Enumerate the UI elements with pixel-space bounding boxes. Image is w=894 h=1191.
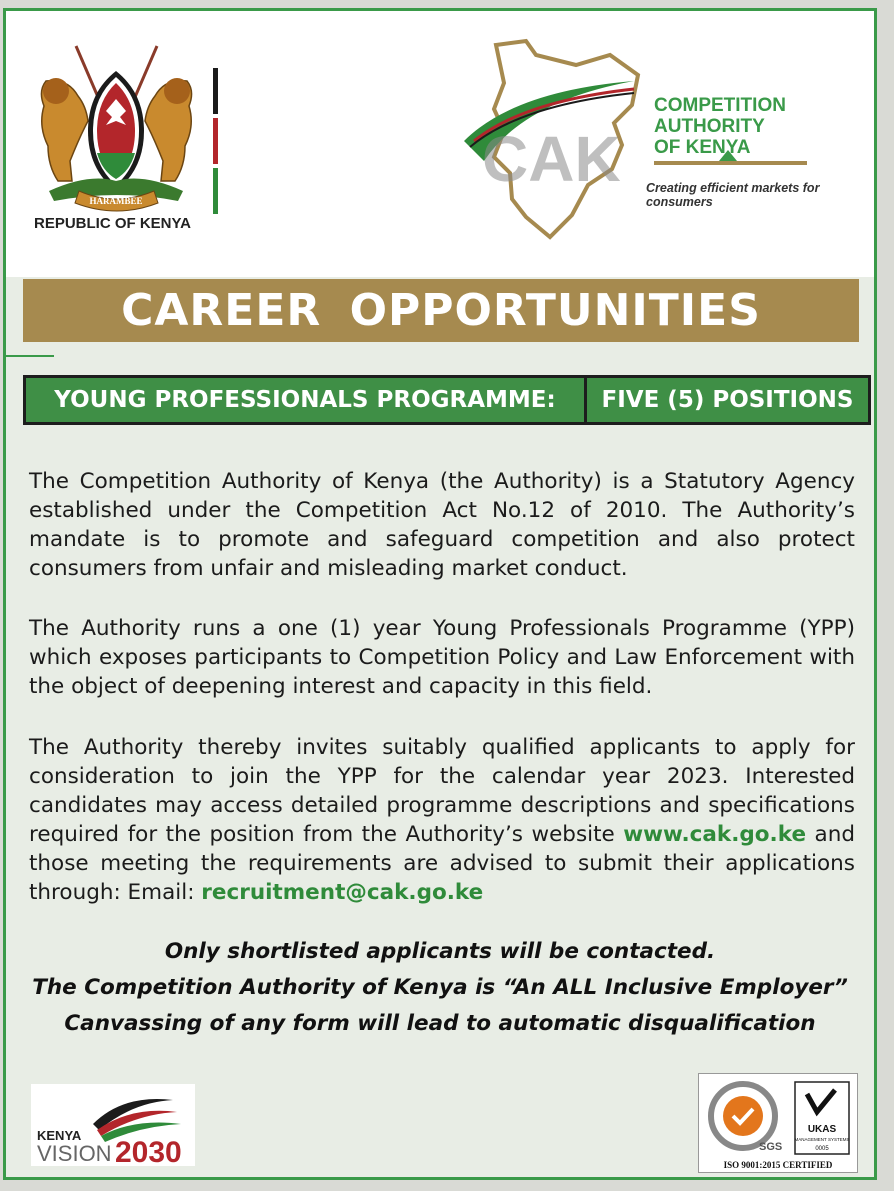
inclusive-notice: The Competition Authority of Kenya is “An ALL Inclusive Employer” xyxy=(32,975,848,1000)
ukas-label: UKAS xyxy=(807,1124,837,1135)
cak-underline xyxy=(654,161,807,165)
vision-swoosh-icon xyxy=(31,1084,195,1166)
career-title: CAREER OPPORTUNITIES xyxy=(121,285,761,336)
shortlist-notice: Only shortlisted applicants will be contacted. xyxy=(164,939,716,964)
cak-tagline: Creating efficient markets for consumers xyxy=(646,181,820,209)
cak-triangle-icon xyxy=(719,150,737,161)
cak-letters: CAK xyxy=(482,123,621,195)
sgs-label: SGS xyxy=(759,1141,783,1153)
programme-box xyxy=(23,375,871,425)
iso-label: ISO 9001:2015 CERTIFIED xyxy=(723,1160,833,1170)
cak-map-logo-icon xyxy=(454,31,649,241)
divider xyxy=(6,355,54,357)
canvassing-notice: Canvassing of any form will lead to automatic disqualification xyxy=(64,1011,816,1036)
intro-paragraph: The Competition Authority of Kenya (the Authority) is a Statutory Agency established under the Competition Act No.12 of 2010. The Authority’s mandate is to promote and safeguard competition and also protect consumers from unfair and misleading market conduct. xyxy=(29,469,855,581)
programme-positions: FIVE (5) POSITIONS xyxy=(601,387,854,413)
email-link[interactable]: recruitment@cak.go.ke xyxy=(201,880,484,905)
application-paragraph: The Authority thereby invites suitably qualified applicants to apply for consideration to join the YPP for the calendar year 2023. Interested candidates may access detailed programme descriptions and specifications required for the position from the Authority’s website www.cak.go.ke and those meeting the requirements are advised to submit their applications through: Email: recruitment@cak.go.ke xyxy=(29,735,855,905)
cak-name: COMPETITION AUTHORITY OF KENYA xyxy=(654,95,786,158)
ukas-number: 0005 xyxy=(815,1146,829,1152)
coat-of-arms-icon xyxy=(34,41,199,216)
programme-name: YOUNG PROFESSIONALS PROGRAMME: xyxy=(26,378,587,422)
flag-stripes xyxy=(213,68,218,214)
ukas-sub: MANAGEMENT SYSTEMS xyxy=(794,1137,850,1142)
coat-motto: HARAMBEE xyxy=(89,196,143,206)
programme-paragraph: The Authority runs a one (1) year Young Professionals Programme (YPP) which exposes participants to Competition Policy and Law Enforcement with the object of deepening interest and capacity in this field. xyxy=(29,616,855,699)
vision-word: VISION xyxy=(37,1141,112,1166)
iso-certification xyxy=(698,1073,858,1173)
vision-top: KENYA xyxy=(37,1128,82,1143)
republic-label: REPUBLIC OF KENYA xyxy=(34,215,191,232)
iso-badges-icon xyxy=(699,1074,857,1172)
website-link[interactable]: www.cak.go.ke xyxy=(623,822,807,847)
vision-2030-logo xyxy=(31,1084,195,1166)
header xyxy=(6,11,874,277)
vision-year: 2030 xyxy=(115,1136,182,1166)
advert-page xyxy=(3,8,877,1180)
